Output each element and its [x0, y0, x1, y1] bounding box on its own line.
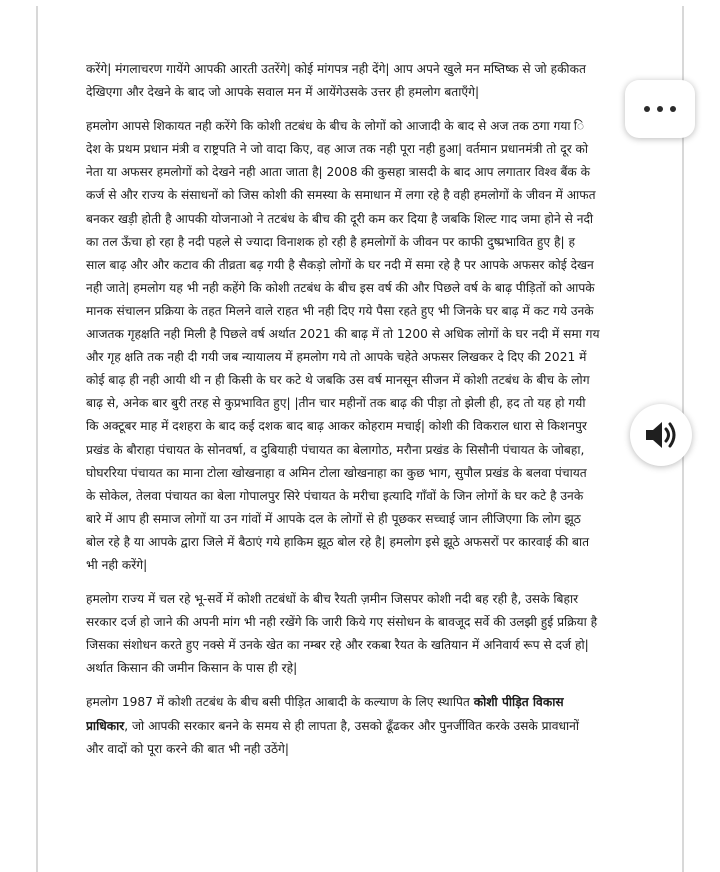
read-aloud-button[interactable] [630, 404, 692, 466]
text-line: सरकार दर्ज हो जाने की अपनी मांग भी नही रखेंगे कि जारी किये गए संसोधन के बावजूद सर्वे की उलझी हुई प्रक्रिया है [86, 615, 598, 630]
authority-name-bold: प्राधिकार [86, 718, 125, 733]
text-line: जिसका संशोधन करते हुए नक्से में उनके खेत का नम्बर रहे और रकबा रैयत के खतियान में अनिवार्य रूप से दर्ज हो| [86, 638, 589, 653]
text-line: घोघररिया पंचायत का माना टोला खोखनाहा व अमिन टोला खोखनाहा का कुछ भाग, सुपौल प्रखंड के बलवा पंचायत [86, 465, 587, 480]
text-line: बनकर खड़ी होती है आपकी योजनाओ ने तटबंध के बीच की दूरी कम कर दिया है जबकि शिल्ट गाद जमा होने से नदी [86, 211, 594, 226]
text-line: देश के प्रथम प्रधान मंत्री व राष्ट्रपति ने जो वादा किए, वह आज तक नही पूरा नही हुआ| वर्तमान प्रधानमंत्री तो दूर को [86, 142, 589, 157]
text-line [86, 715, 634, 738]
text-span: , जो आपकी सरकार बनने के समय से ही लापता है, उसको ढूँढकर और पुनर्जीवित करके उसके प्रावधानों [124, 718, 580, 733]
text-line: अर्थात किसान की जमीन किसान के पास ही रहे| [86, 661, 298, 676]
text-line: कोई बाढ़ ही नही आयी थी न ही किसी के घर कटे थे जबकि उस वर्ष मानसून सीजन में कोशी तटबंध के बीच के लोग [86, 373, 590, 388]
authority-name-bold: कोशी पीड़ित विकास [473, 695, 564, 710]
text-span: हमलोग 1987 में कोशी तटबंध के बीच बसी पीड़ित आबादी के कल्याण के लिए स्थापित [86, 695, 474, 710]
text-line: के सोकेल, तेलवा पंचायत का बेला गोपालपुर सिरे पंचायत के मरीचा इत्यादि गाँवों के जिन लोगों के घर कटे है उनके [86, 488, 584, 503]
paragraph-3 [86, 588, 634, 680]
more-vertical-dots-icon [670, 106, 676, 112]
text-line: आजतक गृहक्षति नही मिली है पिछले वर्ष अर्थात 2021 की बाढ़ में तो 1200 से अधिक लोगों के घर नदी में समा गय [86, 327, 600, 342]
more-vertical-dots-icon [657, 106, 663, 112]
text-line: कि अक्टूबर माह में दशहरा के बाद कई दशक बाद बाढ़ आकर कोहराम मचाई| कोशी की विकराल धारा से किशनपुर [86, 419, 587, 434]
text-line: हमलोग राज्य में चल रहे भू-सर्वे में कोशी तटबंधों के बीच रैयती ज़मीन जिसपर कोशी नदी बह रही है, उसके बिहार [86, 592, 579, 607]
text-line: नेता या अफसर हमलोगों को देखने नही आता जाता है| 2008 की कुसहा त्रासदी के बाद आप लगातार विश्व बैंक के [86, 165, 591, 180]
text-line: भी नही करेंगे| [86, 557, 148, 572]
text-line: देखिएगा और देखने के बाद जो आपके सवाल मन में आयेंगेउसके उत्तर ही हमलोग बताएँगे| [86, 85, 480, 100]
paragraph-1 [86, 58, 634, 104]
text-line: बारे में आप ही समाज लोगों या उन गांवों में आपके दल के लोगों से ही पूछकर सच्चाई जान लीजिएगा कि लोग झूठ [86, 511, 581, 526]
text-line: बोल रहे है या आपके द्वारा जिले में बैठाएं गये हाकिम झूठ बोल रहे है| हमलोग इसे झूठे अफसरों पर कारवाई की बात [86, 534, 590, 549]
paragraph-4 [86, 691, 634, 760]
text-line [86, 738, 634, 761]
text-line [86, 691, 634, 714]
text-span: और वादों को पूरा करने की बात भी नही उठेंगे| [86, 741, 289, 756]
more-vertical-dots-icon [644, 106, 650, 112]
text-line: का तल ऊँचा हो रहा है नदी पहले से ज्यादा विनाशक हो रही है हमलोगों के जीवन पर काफी दुष्प्रभावित हुए है| ह [86, 234, 575, 249]
text-line: साल बाढ़ और और कटाव की तीव्रता बढ़ गयी है सैकड़ो लोगों के घर नदी में समा रहे है पर आपके अफसर कोई देखन [86, 257, 594, 272]
speaker-volume-icon [643, 419, 679, 451]
text-line: नही जाते| हमलोग यह भी नही कहेंगे कि कोशी तटबंध के बीच इस वर्ष की और पिछले वर्ष के बाढ़ पीड़ितों को आपके [86, 280, 595, 295]
text-line: मानक संचालन प्रक्रिया के तहत मिलने वाले राहत भी नही दिए गये पैसा रहते हुए भी जिनके घर बाढ़ में कट गये उनके [86, 303, 594, 318]
text-line: हमलोग आपसे शिकायत नही करेंगे कि कोशी तटबंध के बीच के लोगों को आजादी के बाद से अज तक ठगा गया ि [86, 119, 585, 134]
text-line: करेंगे| मंगलाचरण गायेंगे आपकी आरती उतरेंगे| कोई मांगपत्र नही देंगे| आप अपने खुले मन मष्तिष्क से जो हकीकत [86, 62, 586, 76]
text-line: और गृह क्षति तक नही दी गयी जब न्यायालय में हमलोग गये तो आपके चहेते अफसर लिखकर दे दिए की 2021 में [86, 350, 587, 365]
text-line: प्रखंड के बौराहा पंचायत के सोनवर्षा, व दुबियाही पंचायत का बेलागोठ, मरौना प्रखंड के सिसौनी पंचायत के जोबहा, [86, 442, 585, 457]
more-options-button[interactable] [625, 80, 695, 138]
document-body [86, 58, 634, 772]
text-line: बाढ़ से, अनेक बार बुरी तरह से कुप्रभावित हुए| |तीन चार महीनों तक बाढ़ की पीड़ा तो झेली ही, हद तो यह हो गयी [86, 396, 586, 411]
paragraph-2 [86, 115, 634, 577]
text-line: कर्ज से और राज्य के संसाधनों को जिस कोशी की समस्या के समाधान में लगा रहे है वही हमलोगों के जीवन में आफत [86, 188, 596, 203]
